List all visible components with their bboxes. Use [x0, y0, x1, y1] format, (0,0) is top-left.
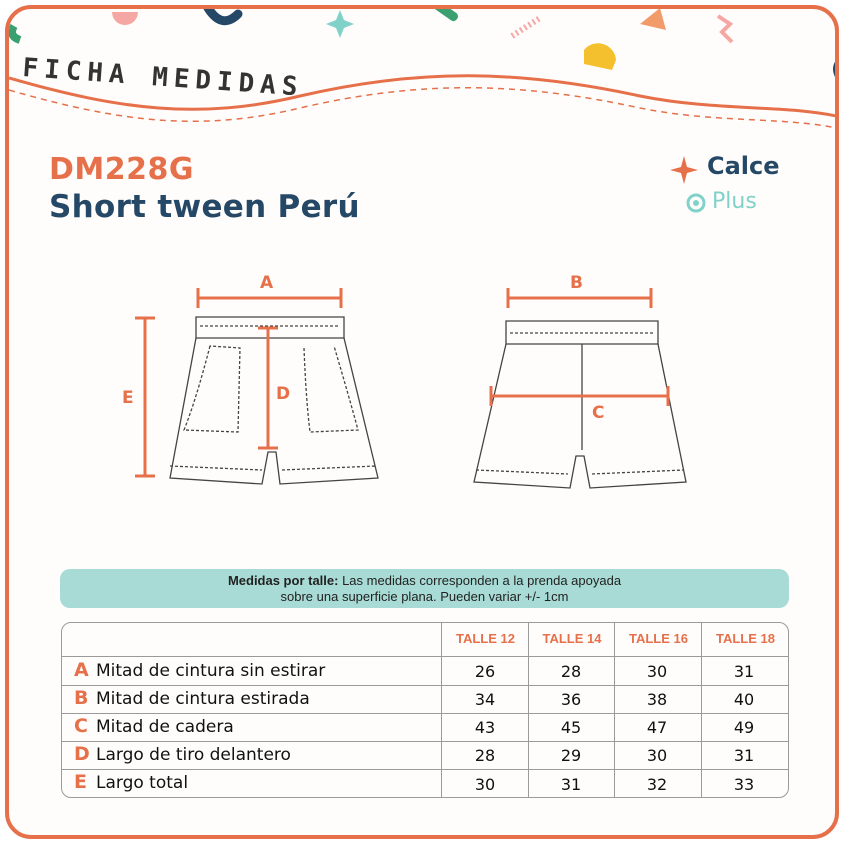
- row-label: Largo de tiro delantero: [96, 745, 291, 765]
- note-bold: Medidas por talle:: [227, 573, 339, 588]
- table-row: [74, 687, 310, 709]
- banner-title: FICHA MEDIDAS: [21, 53, 305, 103]
- table-cell: 33: [733, 775, 755, 794]
- row-label: Mitad de cintura estirada: [96, 689, 310, 709]
- label-d: D: [276, 384, 291, 404]
- table-cell: 47: [646, 718, 668, 737]
- label-b: B: [570, 273, 583, 293]
- col-divider: [614, 623, 615, 797]
- measure-d-line: [258, 328, 278, 448]
- row-label: Largo total: [96, 773, 189, 793]
- table-row: [74, 771, 188, 793]
- product-name: Short tween Perú: [49, 189, 360, 225]
- calce-label: Calce: [707, 152, 780, 180]
- label-e: E: [122, 388, 134, 408]
- row-letter: C: [74, 715, 88, 737]
- table-cell: 40: [733, 690, 755, 709]
- table-cell: 30: [474, 775, 496, 794]
- table-cell: 28: [474, 746, 496, 765]
- table-cell: 30: [646, 746, 668, 765]
- col-divider: [701, 623, 702, 797]
- label-c: C: [592, 403, 605, 423]
- table-cell: 31: [560, 775, 582, 794]
- plus-label: Plus: [712, 189, 757, 214]
- table-cell: 28: [560, 662, 582, 681]
- product-code: DM228G: [49, 152, 195, 187]
- table-row: [74, 659, 325, 681]
- row-label: Mitad de cintura sin estirar: [96, 661, 326, 681]
- measurement-note: [60, 569, 789, 608]
- table-cell: 31: [733, 746, 755, 765]
- note-line2: sobre una superficie plana. Pueden variar +/- 1cm: [280, 589, 569, 604]
- row-letter: E: [74, 771, 87, 793]
- table-cell: 38: [646, 690, 668, 709]
- garment-diagram: [5, 5, 839, 520]
- note-text: Las medidas corresponden a la prenda apoyada: [338, 573, 622, 588]
- measurement-lines: [135, 288, 668, 476]
- table-cell: 26: [474, 662, 496, 681]
- header-talle-14: TALLE 14: [542, 631, 602, 646]
- front-shorts-drawing: [170, 317, 378, 484]
- measure-c-line: [491, 386, 668, 406]
- table-cell: 29: [560, 746, 582, 765]
- page-frame: [5, 5, 839, 839]
- table-cell: 36: [560, 690, 582, 709]
- size-table: [61, 622, 789, 798]
- table-cell: 32: [646, 775, 668, 794]
- measure-e-line: [135, 318, 155, 476]
- row-letter: D: [74, 743, 90, 765]
- row-label: Mitad de cadera: [96, 717, 234, 737]
- header-talle-18: TALLE 18: [716, 631, 775, 646]
- row-letter: B: [74, 687, 89, 709]
- header-talle-12: TALLE 12: [456, 631, 515, 646]
- table-row: [74, 715, 234, 737]
- table-row: [74, 743, 291, 765]
- col-divider: [528, 623, 529, 797]
- table-cell: 43: [474, 718, 496, 737]
- table-cell: 34: [474, 690, 496, 709]
- back-shorts-drawing: [474, 321, 686, 488]
- table-cell: 31: [733, 662, 755, 681]
- table-cell: 30: [646, 662, 668, 681]
- table-cell: 49: [733, 718, 755, 737]
- row-letter: A: [74, 659, 89, 681]
- header-talle-16: TALLE 16: [629, 631, 688, 646]
- label-a: A: [260, 273, 274, 293]
- table-cell: 45: [560, 718, 582, 737]
- col-divider: [441, 623, 442, 797]
